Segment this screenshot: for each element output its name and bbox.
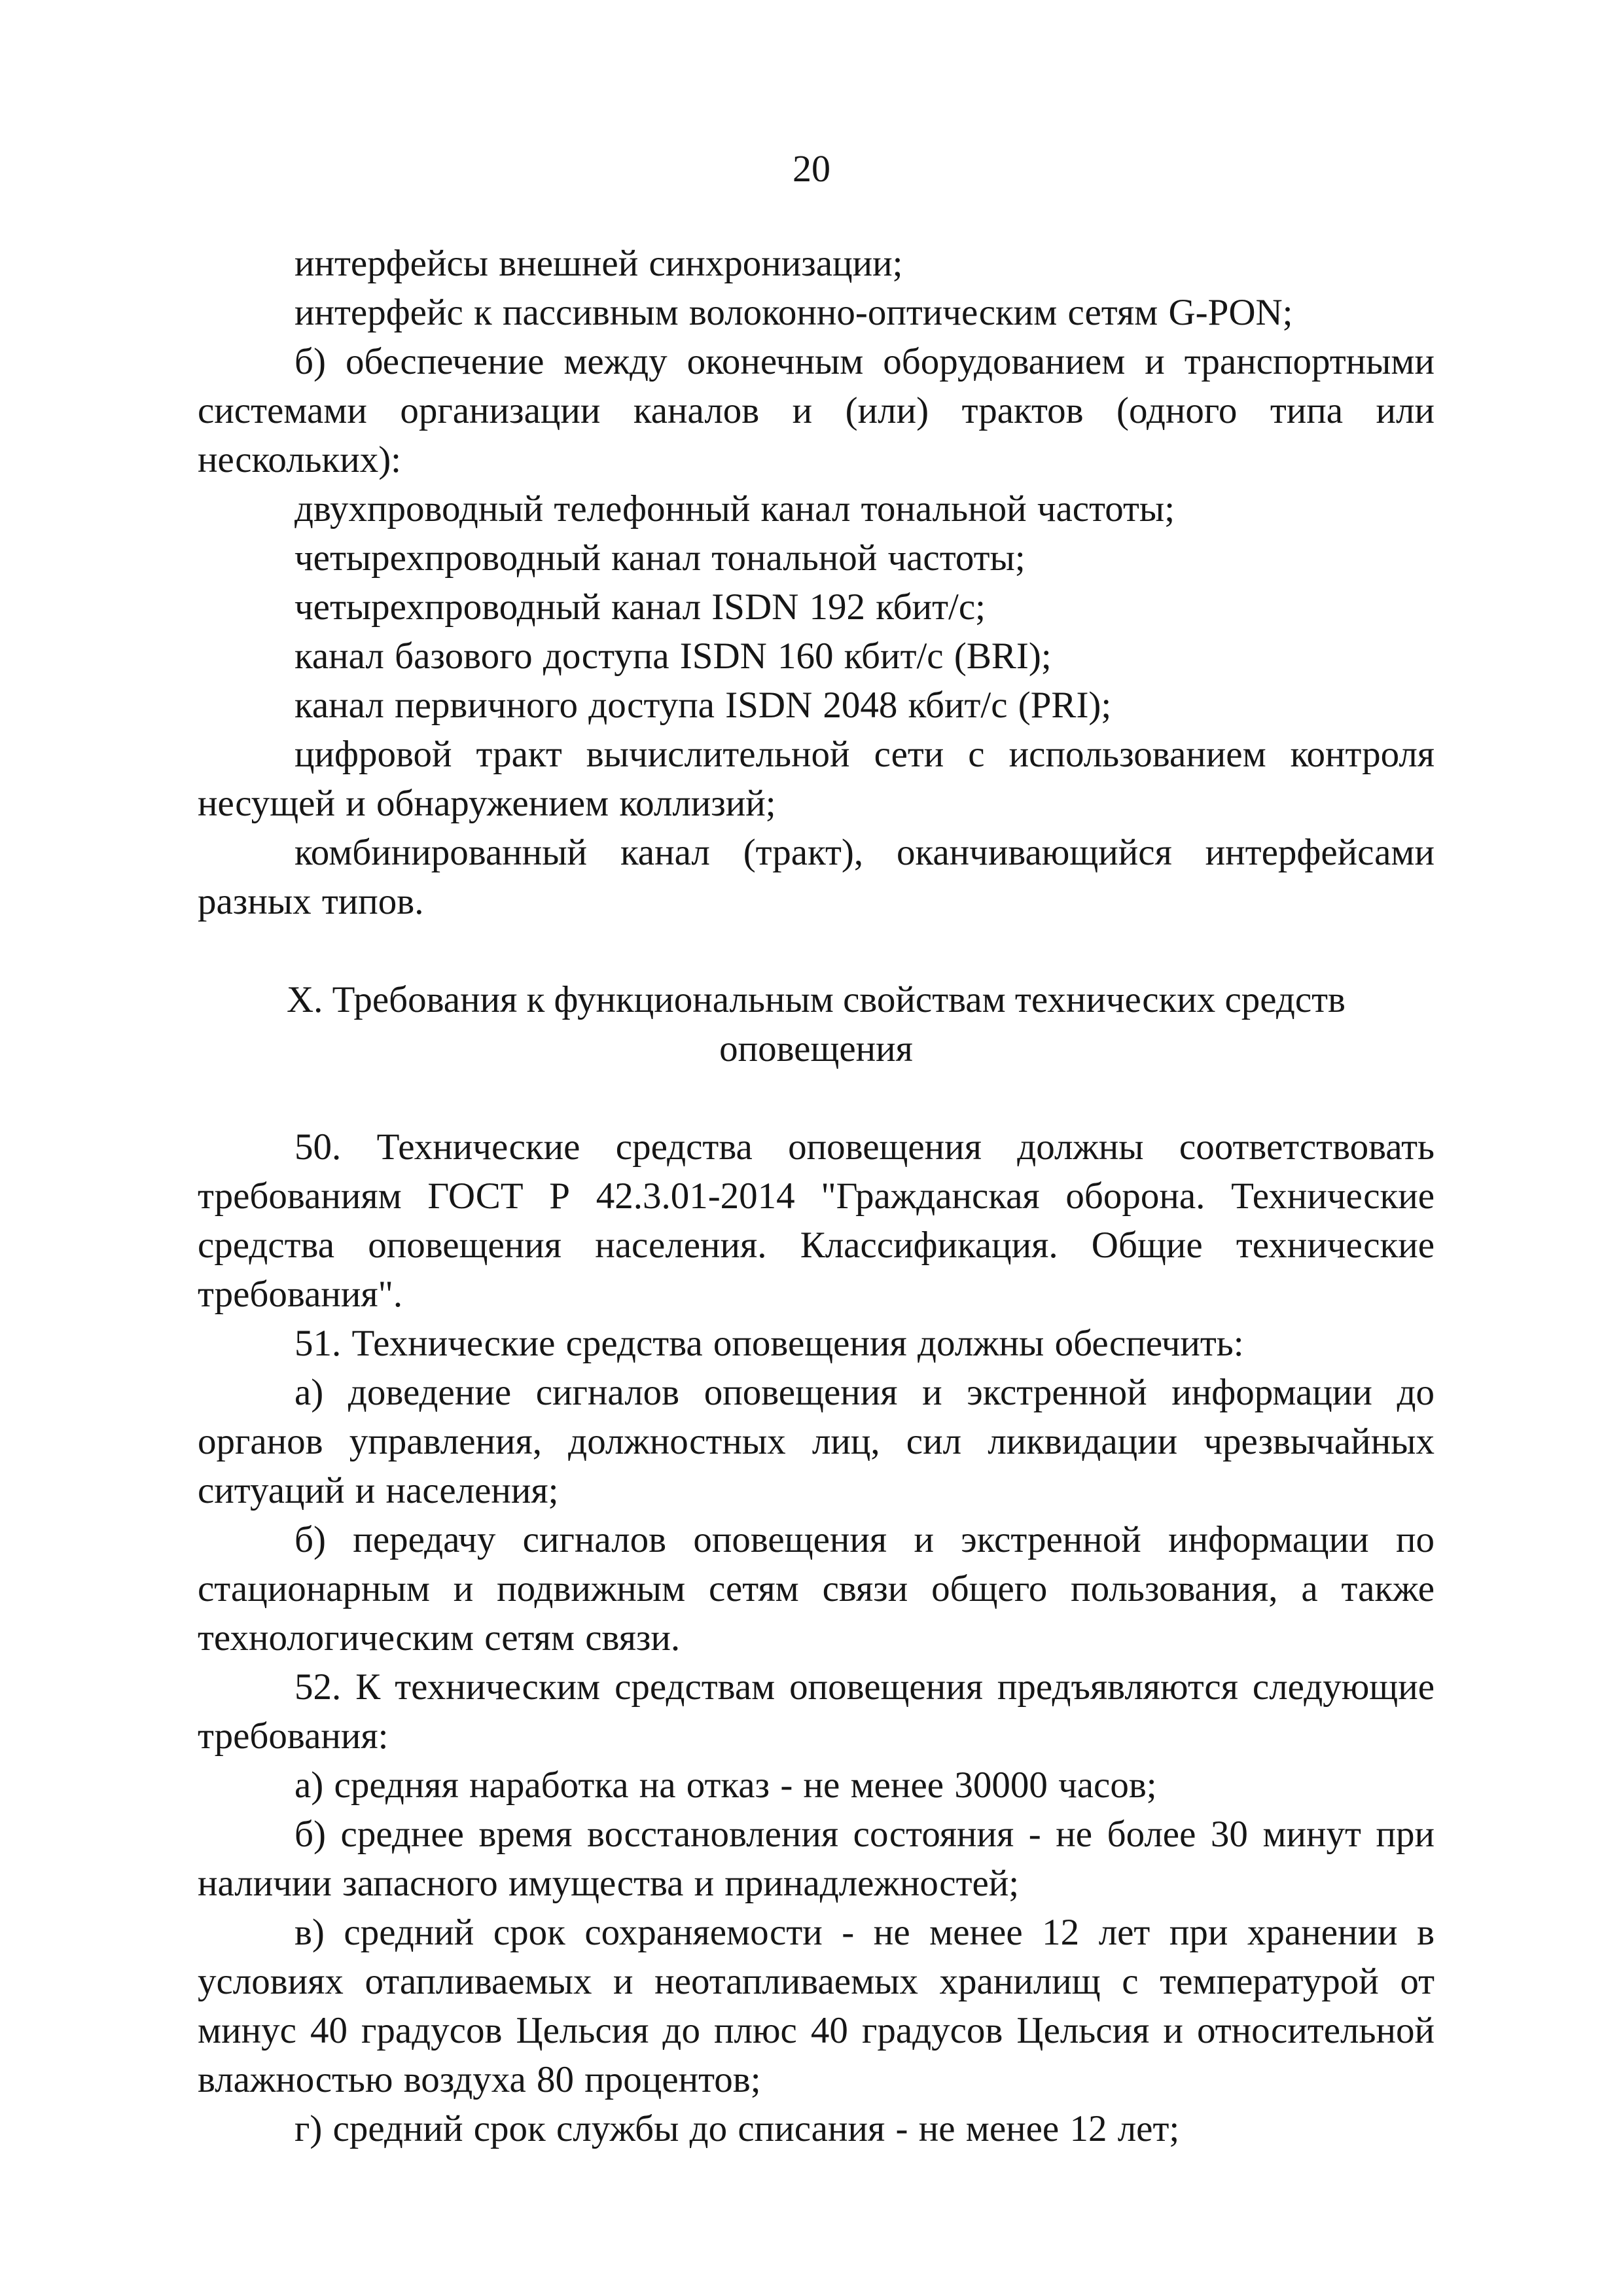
paragraph-item-52b: б) среднее время восстановления состояния - не более 30 минут при наличии запасного имущества и принадлежностей;	[198, 1814, 1435, 1904]
paragraph-item-52v: в) средний срок сохраняемости - не менее 12 лет при хранении в условиях отапливаемых и неотапливаемых хранилищ с температурой от минус 40 градусов Цельсия до плюс 40 градусов Цельсия и относительной влажностью воздуха 80 процентов;	[198, 1912, 1435, 2100]
section-heading-line-2: оповещения	[719, 1028, 913, 1069]
paragraph-digital-path: цифровой тракт вычислительной сети с использованием контроля несущей и обнаружением коллизий;	[198, 734, 1435, 824]
paragraph-sync-interfaces: интерфейсы внешней синхронизации;	[294, 243, 903, 284]
document-body	[198, 239, 1435, 2153]
paragraph-item-51: 51. Технические средства оповещения должны обеспечить:	[294, 1323, 1244, 1364]
section-heading	[198, 975, 1435, 1073]
paragraph-gpon-interface: интерфейс к пассивным волоконно-оптическим сетям G-PON;	[294, 292, 1293, 333]
paragraph-channels-provision: б) обеспечение между оконечным оборудованием и транспортными системами организации каналов и (или) трактов (одного типа или нескольких):	[198, 341, 1435, 480]
paragraph-item-52g: г) средний срок службы до списания - не менее 12 лет;	[294, 2108, 1180, 2149]
paragraph-combined-channel: комбинированный канал (тракт), оканчивающийся интерфейсами разных типов.	[198, 832, 1435, 922]
paragraph-two-wire-channel: двухпроводный телефонный канал тональной частоты;	[294, 488, 1175, 529]
paragraph-isdn-bri: канал базового доступа ISDN 160 кбит/с (BRI);	[294, 636, 1052, 677]
page-number: 20	[793, 147, 830, 190]
paragraph-item-51a: а) доведение сигналов оповещения и экстренной информации до органов управления, должностных лиц, сил ликвидации чрезвычайных ситуаций и населения;	[198, 1372, 1435, 1511]
paragraph-isdn-pri: канал первичного доступа ISDN 2048 кбит/с (PRI);	[294, 685, 1112, 726]
paragraph-four-wire-channel: четырехпроводный канал тональной частоты;	[294, 537, 1026, 579]
paragraph-item-52: 52. К техническим средствам оповещения предъявляются следующие требования:	[198, 1666, 1435, 1757]
spacer	[198, 1073, 1435, 1122]
paragraph-item-51b: б) передачу сигналов оповещения и экстренной информации по стационарным и подвижным сетям связи общего пользования, а также технологическим сетям связи.	[198, 1519, 1435, 1659]
paragraph-four-wire-isdn: четырехпроводный канал ISDN 192 кбит/с;	[294, 586, 986, 628]
spacer	[198, 926, 1435, 975]
paragraph-item-52a: а) средняя наработка на отказ - не менее 30000 часов;	[294, 1765, 1157, 1806]
paragraph-item-50: 50. Технические средства оповещения должны соответствовать требованиям ГОСТ Р 42.3.01-2014 "Гражданская оборона. Технические средства оповещения населения. Классификация. Общие технические требования".	[198, 1126, 1435, 1315]
section-heading-line-1: X. Требования к функциональным свойствам технических средств	[287, 979, 1346, 1020]
